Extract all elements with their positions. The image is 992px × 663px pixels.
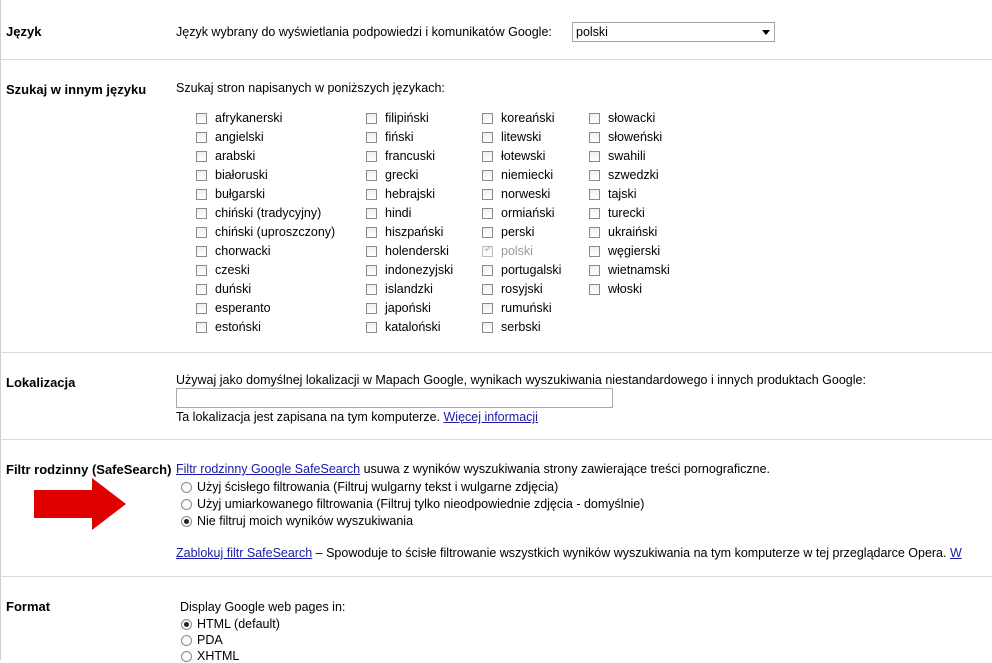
- language-checkbox[interactable]: [196, 227, 207, 238]
- lock-safesearch-more-link[interactable]: W: [949, 546, 962, 560]
- language-select-value: polski: [576, 25, 608, 39]
- language-checkbox[interactable]: [482, 303, 493, 314]
- language-checkbox-label: duński: [215, 282, 252, 296]
- language-checkbox-label: filipiński: [385, 111, 429, 125]
- language-checkbox-label: fiński: [385, 130, 414, 144]
- language-checkbox[interactable]: [482, 208, 493, 219]
- divider: [0, 576, 992, 577]
- language-checkbox[interactable]: [366, 189, 377, 200]
- language-checkbox-label: turecki: [608, 206, 645, 220]
- safesearch-off-radio[interactable]: [181, 516, 192, 527]
- safesearch-strict-label: Użyj ścisłego filtrowania (Filtruj wulgarny tekst i wulgarne zdjęcia): [197, 480, 559, 494]
- language-checkbox[interactable]: [196, 246, 207, 257]
- location-note: Ta lokalizacja jest zapisana na tym komputerze.: [176, 410, 441, 424]
- chevron-down-icon: [762, 30, 770, 35]
- language-checkbox-label: bułgarski: [215, 187, 266, 201]
- format-pda-radio[interactable]: [181, 635, 192, 646]
- language-checkbox[interactable]: [366, 227, 377, 238]
- language-checkbox[interactable]: [589, 265, 600, 276]
- language-checkbox[interactable]: [366, 208, 377, 219]
- language-checkbox-label: wietnamski: [608, 263, 670, 277]
- language-checkbox-label: portugalski: [501, 263, 562, 277]
- language-checkbox-label: grecki: [385, 168, 419, 182]
- language-checkbox-label: ukraiński: [608, 225, 658, 239]
- language-checkbox-label: norweski: [501, 187, 551, 201]
- safesearch-link[interactable]: Filtr rodzinny Google SafeSearch: [176, 462, 361, 476]
- format-section-label: Format: [6, 599, 51, 614]
- safesearch-description: usuwa z wyników wyszukiwania strony zawierające treści pornograficzne.: [360, 462, 771, 476]
- language-checkbox[interactable]: [482, 170, 493, 181]
- safesearch-off-label: Nie filtruj moich wyników wyszukiwania: [197, 514, 414, 528]
- language-checkbox[interactable]: [366, 246, 377, 257]
- language-checkbox[interactable]: [589, 189, 600, 200]
- divider: [0, 352, 992, 353]
- language-checkbox-label: esperanto: [215, 301, 271, 315]
- language-checkbox-label: indonezyjski: [385, 263, 454, 277]
- language-checkbox-label: arabski: [215, 149, 256, 163]
- format-html-label: HTML (default): [197, 617, 280, 631]
- format-description: Display Google web pages in:: [180, 600, 346, 614]
- language-checkbox-label: łotewski: [501, 149, 546, 163]
- language-checkbox-label: japoński: [385, 301, 431, 315]
- language-checkbox-label: angielski: [215, 130, 264, 144]
- language-checkbox[interactable]: [196, 170, 207, 181]
- language-checkbox-label: afrykanerski: [215, 111, 283, 125]
- language-checkbox[interactable]: [589, 151, 600, 162]
- language-checkbox-label: białoruski: [215, 168, 268, 182]
- location-section-label: Lokalizacja: [6, 375, 76, 390]
- language-checkbox[interactable]: [482, 132, 493, 143]
- safesearch-moderate-label: Użyj umiarkowanego filtrowania (Filtruj tylko nieodpowiednie zdjęcia - domyślnie): [197, 497, 645, 511]
- language-checkbox-label: islandzki: [385, 282, 433, 296]
- safesearch-description-row: [176, 462, 770, 476]
- language-checkbox-label: polski: [501, 244, 533, 258]
- divider: [0, 439, 992, 440]
- language-checkbox[interactable]: [589, 208, 600, 219]
- search-language-section-label: Szukaj w innym języku: [6, 82, 147, 97]
- safesearch-section-label: Filtr rodzinny (SafeSearch): [6, 462, 172, 477]
- format-xhtml-label: XHTML: [197, 649, 240, 663]
- language-checkbox-label: włoski: [608, 282, 643, 296]
- language-checkbox-label: litewski: [501, 130, 542, 144]
- language-checkbox[interactable]: [366, 132, 377, 143]
- language-description: Język wybrany do wyświetlania podpowiedzi i komunikatów Google:: [176, 25, 552, 39]
- language-checkbox-label: niemiecki: [501, 168, 554, 182]
- lock-safesearch-text: – Spowoduje to ścisłe filtrowanie wszystkich wyników wyszukiwania na tym komputerze w tej przeglądarce Opera.: [312, 546, 950, 560]
- language-checkbox[interactable]: [589, 170, 600, 181]
- language-checkbox[interactable]: [196, 132, 207, 143]
- language-checkbox-label: rumuński: [501, 301, 552, 315]
- language-checkbox[interactable]: [589, 227, 600, 238]
- language-checkbox-label: kataloński: [385, 320, 441, 334]
- language-checkbox-label: słoweński: [608, 130, 663, 144]
- language-checkbox[interactable]: [196, 303, 207, 314]
- safesearch-lock-row: [176, 546, 992, 560]
- language-checkbox-label: koreański: [501, 111, 555, 125]
- language-checkbox[interactable]: [366, 113, 377, 124]
- language-checkbox-label: chorwacki: [215, 244, 271, 258]
- language-checkbox[interactable]: [366, 265, 377, 276]
- language-checkbox-label: hindi: [385, 206, 412, 220]
- format-xhtml-radio[interactable]: [181, 651, 192, 662]
- language-checkbox[interactable]: [482, 189, 493, 200]
- language-checkbox[interactable]: [482, 113, 493, 124]
- language-checkbox-label: węgierski: [608, 244, 661, 258]
- language-checkbox-label: chiński (tradycyjny): [215, 206, 322, 220]
- language-checkbox-label: tajski: [608, 187, 637, 201]
- language-checkbox[interactable]: [366, 322, 377, 333]
- language-checkbox-label: serbski: [501, 320, 541, 334]
- language-checkbox-label: estoński: [215, 320, 261, 334]
- safesearch-strict-radio[interactable]: [181, 482, 192, 493]
- more-info-link[interactable]: Więcej informacji: [443, 410, 538, 424]
- language-checkbox-label: słowacki: [608, 111, 656, 125]
- lock-safesearch-link[interactable]: Zablokuj filtr SafeSearch: [176, 546, 313, 560]
- language-checkbox-label: perski: [501, 225, 535, 239]
- location-input[interactable]: [176, 388, 613, 408]
- language-checkbox[interactable]: [589, 284, 600, 295]
- language-checkbox[interactable]: [366, 151, 377, 162]
- language-checkbox[interactable]: [589, 246, 600, 257]
- language-checkbox[interactable]: [196, 265, 207, 276]
- red-arrow-icon: [34, 478, 126, 530]
- divider: [0, 59, 992, 60]
- language-section-label: Język: [6, 24, 42, 39]
- language-checkbox-label: szwedzki: [608, 168, 659, 182]
- location-description: Używaj jako domyślnej lokalizacji w Mapach Google, wynikach wyszukiwania niestandardowego i innych produktach Google:: [176, 373, 866, 387]
- language-checkbox[interactable]: [196, 284, 207, 295]
- language-checkbox-label: swahili: [608, 149, 646, 163]
- language-checkbox-label: rosyjski: [501, 282, 543, 296]
- language-checkbox[interactable]: [482, 227, 493, 238]
- language-checkbox-label: francuski: [385, 149, 436, 163]
- language-checkbox[interactable]: [196, 189, 207, 200]
- location-note-row: [176, 410, 538, 424]
- language-checkbox[interactable]: [196, 322, 207, 333]
- language-checkbox[interactable]: [482, 284, 493, 295]
- language-checkbox[interactable]: [482, 265, 493, 276]
- language-checkbox: [482, 246, 493, 257]
- language-checkbox[interactable]: [196, 208, 207, 219]
- language-checkbox-label: chiński (uproszczony): [215, 225, 336, 239]
- language-checkbox-label: ormiański: [501, 206, 555, 220]
- left-border: [0, 0, 1, 660]
- language-checkbox-label: hebrajski: [385, 187, 436, 201]
- safesearch-moderate-radio[interactable]: [181, 499, 192, 510]
- search-language-description: Szukaj stron napisanych w poniższych językach:: [176, 81, 445, 95]
- language-checkbox[interactable]: [482, 151, 493, 162]
- language-checkbox[interactable]: [196, 113, 207, 124]
- language-checkbox-label: hiszpański: [385, 225, 444, 239]
- language-checkbox-label: czeski: [215, 263, 250, 277]
- language-checkbox[interactable]: [589, 113, 600, 124]
- language-checkbox[interactable]: [482, 322, 493, 333]
- language-checkbox[interactable]: [366, 284, 377, 295]
- language-checkbox[interactable]: [589, 132, 600, 143]
- language-checkbox[interactable]: [196, 151, 207, 162]
- language-select[interactable]: [572, 22, 775, 42]
- format-html-radio[interactable]: [181, 619, 192, 630]
- language-checkbox-label: holenderski: [385, 244, 449, 258]
- language-checkbox[interactable]: [366, 303, 377, 314]
- format-pda-label: PDA: [197, 633, 223, 647]
- language-checkbox[interactable]: [366, 170, 377, 181]
